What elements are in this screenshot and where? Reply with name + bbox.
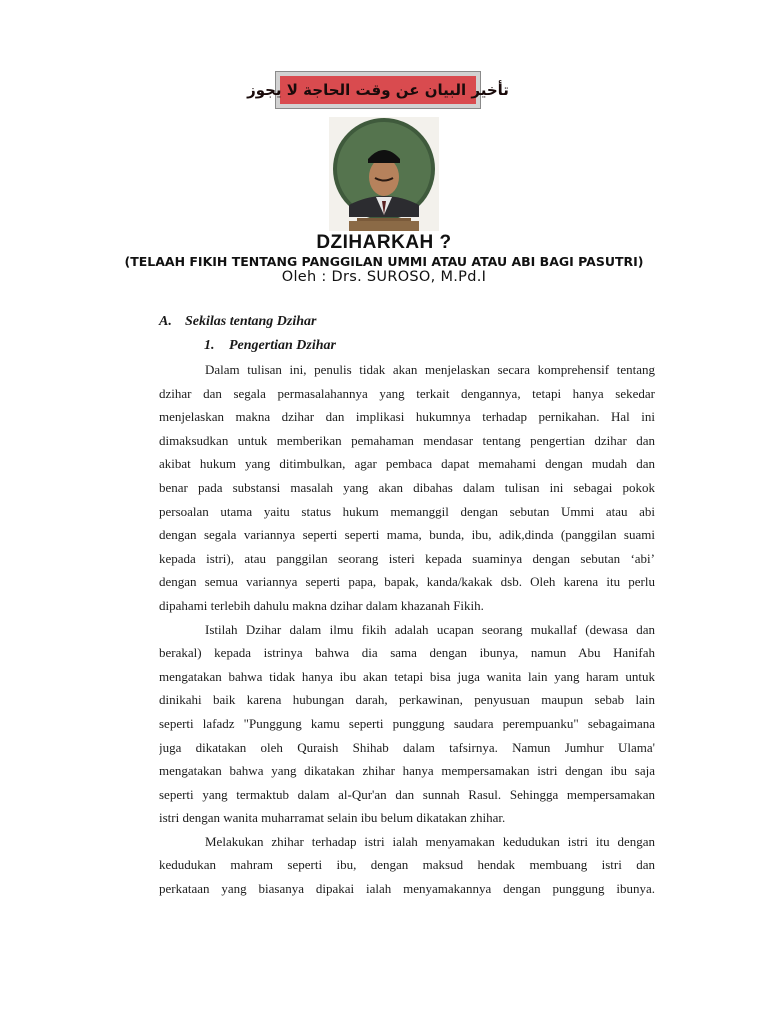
paragraph-line: Melakukan zhihar terhadap istri ialah menyamakan kedudukan istri itu dengan xyxy=(205,833,655,849)
paragraph-line: juga dikatakan oleh Quraish Shihab dalam tafsirnya. Namun Jumhur Ulama' xyxy=(159,739,655,755)
paragraph-line: dipahami terlebih dahulu makna dzihar dalam khazanah Fikih. xyxy=(159,597,484,613)
paragraph-line: kepada istri), atau panggilan seorang isteri kepada suaminya dengan sebutan ‘abi’ xyxy=(159,550,655,566)
paragraph-line: seperti yang termaktub dalam al-Qur'an dan sunnah Rasul. Sehingga mempersamakan xyxy=(159,786,655,802)
document-subtitle: (TELAAH FIKIH TENTANG PANGGILAN UMMI ATAU ATAU ABI BAGI PASUTRI) xyxy=(124,254,644,269)
author-line: Oleh : Drs. SUROSO, M.Pd.I xyxy=(281,269,487,285)
paragraph-line: perkataan yang biasanya dipakai ialah menyamakannya dengan punggung ibunya. xyxy=(159,881,655,897)
paragraph-line: dimaksudkan untuk memberikan pemahaman mendasar tentang pengertian dzihar dan xyxy=(159,432,655,448)
paragraph-line: dzihar dan segala permasalahannya yang terkait dengannya, tetapi hanya sekedar xyxy=(159,385,655,401)
arabic-quote-banner xyxy=(247,71,509,109)
paragraph-line: menjelaskan makna dzihar dan implikasi hukumnya terhadap pernikahan. Hal ini xyxy=(159,409,655,425)
subsection-heading xyxy=(204,338,336,354)
paragraph-line: dinikahi baik karena hubungan darah, perkawinan, penyusuan maupun sebab lain xyxy=(159,692,655,708)
paragraph-line: dengan semua variannya seperti papa, bapak, kanda/kakak dsb. Oleh karena itu perlu xyxy=(159,574,655,590)
author-photo xyxy=(329,117,439,231)
paragraph-line: akibat hukum yang ditimbulkan, agar pembaca dapat memahami dengan mudah dan xyxy=(159,456,655,472)
paragraph-line: dengan segala variannya seperti seperti mama, bunda, ibu, adik,dinda (panggilan suami xyxy=(159,527,655,543)
author-photo-icon xyxy=(329,117,439,231)
paragraph-line: Istilah Dzihar dalam ilmu fikih adalah ucapan seorang mukallaf (dewasa dan xyxy=(205,621,655,637)
section-heading xyxy=(159,314,316,330)
arabic-quote-text: تأخير البيان عن وقت الحاجة لا يجوز xyxy=(280,76,476,104)
body-text xyxy=(159,358,655,901)
subsection-number: 1. xyxy=(204,338,215,353)
document-title: DZIHARKAH ? xyxy=(316,232,452,253)
paragraph-line: berakal) kepada istrinya bahwa dia sama dengan ibunya, namun Abu Hanifah xyxy=(159,645,655,661)
paragraph-line: seperti lafadz "Punggung kamu seperti punggung saudara perempuanku" sebagaimana xyxy=(159,715,655,731)
paragraph-line: istri dengan wanita muharramat selain ibu belum dikatakan zhihar. xyxy=(159,810,506,826)
paragraph-line: benar pada substansi masalah yang akan dibahas dalam tulisan ini sebagai pokok xyxy=(159,479,655,495)
paragraph-line: persoalan utama yaitu status hukum memanggil dengan sebutan Ummi atau abi xyxy=(159,503,655,519)
paragraph-line: mengatakan bahwa tidak hanya ibu akan tetapi bisa juga wanita lain yang haram untuk xyxy=(159,668,655,684)
subsection-title: Pengertian Dzihar xyxy=(229,338,336,353)
paragraph-line: Dalam tulisan ini, penulis tidak akan menjelaskan secara komprehensif tentang xyxy=(205,362,655,377)
section-number: A. xyxy=(159,314,172,329)
paragraph-line: mengatakan bahwa yang dikatakan zhihar hanya mempersamakan istri dengan ibu saja xyxy=(159,763,655,779)
section-title: Sekilas tentang Dzihar xyxy=(185,314,317,329)
paragraph-line: kedudukan mahram seperti ibu, dengan maksud hendak membuang istri dan xyxy=(159,857,655,873)
